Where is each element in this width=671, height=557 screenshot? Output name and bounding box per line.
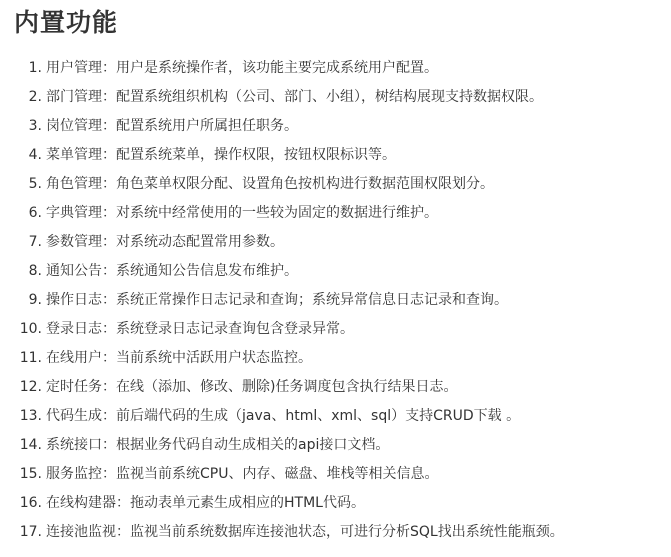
item-text: 角色管理：角色菜单权限分配、设置角色按机构进行数据范围权限划分。 xyxy=(46,176,494,192)
list-item xyxy=(14,170,671,199)
item-number: 7. xyxy=(28,234,42,250)
list-item xyxy=(14,431,671,460)
feature-list xyxy=(14,54,671,547)
item-text: 在线构建器：拖动表单元素生成相应的HTML代码。 xyxy=(46,495,365,511)
list-item xyxy=(14,228,671,257)
item-number: 8. xyxy=(28,263,42,279)
item-text: 菜单管理：配置系统菜单，操作权限，按钮权限标识等。 xyxy=(46,147,396,163)
item-number: 14. xyxy=(19,437,42,453)
item-number: 4. xyxy=(28,147,42,163)
list-item xyxy=(14,112,671,141)
item-number: 13. xyxy=(19,408,42,424)
list-item xyxy=(14,518,671,547)
list-item xyxy=(14,489,671,518)
item-number: 15. xyxy=(19,466,42,482)
item-number: 5. xyxy=(28,176,42,192)
list-item xyxy=(14,344,671,373)
item-text: 定时任务：在线（添加、修改、删除)任务调度包含执行结果日志。 xyxy=(46,379,458,395)
list-item xyxy=(14,373,671,402)
item-text: 服务监控：监视当前系统CPU、内存、磁盘、堆栈等相关信息。 xyxy=(46,466,439,482)
item-number: 2. xyxy=(28,89,42,105)
item-text: 连接池监视：监视当前系统数据库连接池状态，可进行分析SQL找出系统性能瓶颈。 xyxy=(46,524,564,540)
list-item xyxy=(14,83,671,112)
item-text: 字典管理：对系统中经常使用的一些较为固定的数据进行维护。 xyxy=(46,205,438,221)
item-text: 部门管理：配置系统组织机构（公司、部门、小组），树结构展现支持数据权限。 xyxy=(46,89,543,105)
item-number: 11. xyxy=(19,350,42,366)
list-item xyxy=(14,286,671,315)
page-title: 内置功能 xyxy=(14,8,119,37)
list-item xyxy=(14,54,671,83)
item-number: 1. xyxy=(28,60,42,76)
item-number: 3. xyxy=(28,118,42,134)
item-number: 9. xyxy=(28,292,42,308)
list-item xyxy=(14,257,671,286)
item-text: 登录日志：系统登录日志记录查询包含登录异常。 xyxy=(46,321,354,337)
item-number: 10. xyxy=(19,321,42,337)
item-text: 代码生成：前后端代码的生成（java、html、xml、sql）支持CRUD下载 。 xyxy=(46,408,521,424)
item-text: 参数管理：对系统动态配置常用参数。 xyxy=(46,234,284,250)
list-item xyxy=(14,315,671,344)
item-number: 17. xyxy=(19,524,42,540)
list-item xyxy=(14,460,671,489)
list-item xyxy=(14,402,671,431)
item-number: 16. xyxy=(19,495,42,511)
item-text: 系统接口：根据业务代码自动生成相关的api接口文档。 xyxy=(46,437,390,453)
list-item xyxy=(14,141,671,170)
item-text: 用户管理：用户是系统操作者，该功能主要完成系统用户配置。 xyxy=(46,60,438,76)
list-item xyxy=(14,199,671,228)
item-number: 6. xyxy=(28,205,42,221)
item-number: 12. xyxy=(19,379,42,395)
item-text: 岗位管理：配置系统用户所属担任职务。 xyxy=(46,118,298,134)
item-text: 操作日志：系统正常操作日志记录和查询；系统异常信息日志记录和查询。 xyxy=(46,292,508,308)
item-text: 通知公告：系统通知公告信息发布维护。 xyxy=(46,263,298,279)
item-text: 在线用户：当前系统中活跃用户状态监控。 xyxy=(46,350,312,366)
